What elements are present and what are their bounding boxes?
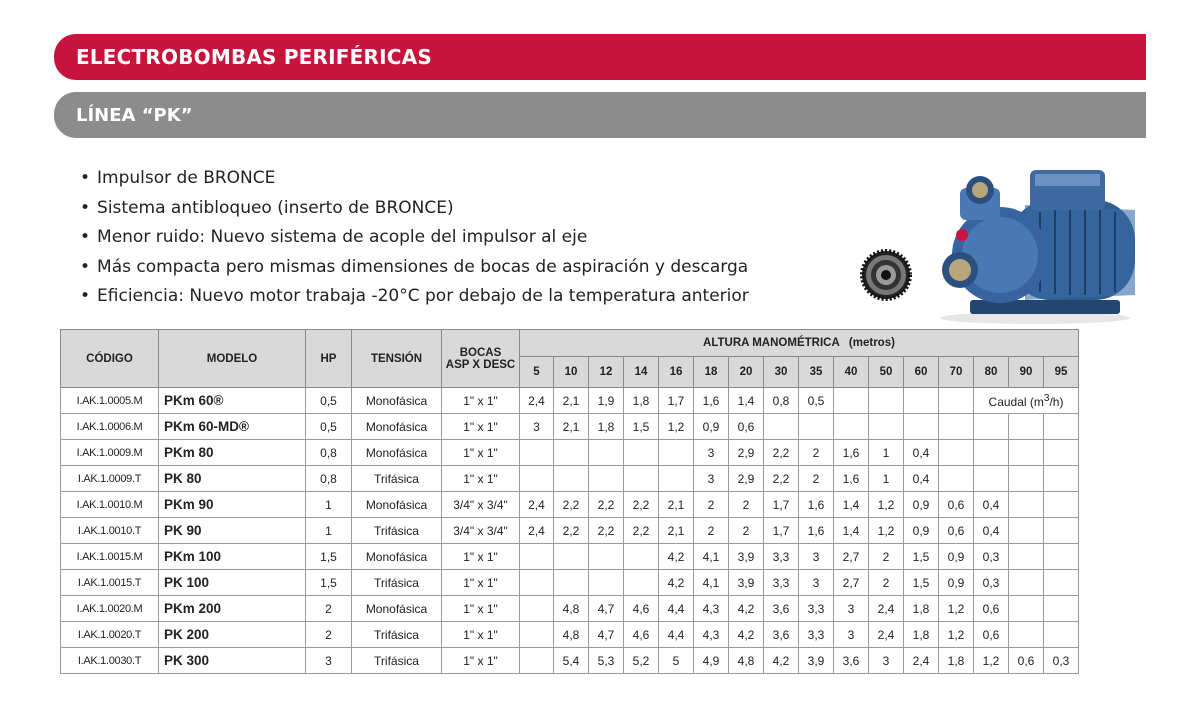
cell-value: 3,9 bbox=[799, 648, 834, 674]
cell-value: 4,6 bbox=[624, 622, 659, 648]
cell-value: 0,6 bbox=[939, 518, 974, 544]
pump-body bbox=[940, 170, 1135, 324]
cell-value bbox=[974, 466, 1009, 492]
table-row bbox=[61, 622, 1079, 648]
table-row bbox=[61, 492, 1079, 518]
cell-value: 4,2 bbox=[659, 544, 694, 570]
feature-item: • Sistema antibloqueo (inserto de BRONCE) bbox=[80, 194, 749, 224]
cell-bocas: 3/4" x 3/4" bbox=[442, 518, 520, 544]
caudal-end: /h) bbox=[1049, 394, 1064, 409]
header-height-20: 20 bbox=[729, 357, 764, 388]
cell-value bbox=[520, 570, 554, 596]
header-altura bbox=[520, 330, 1079, 357]
subtitle-banner bbox=[54, 92, 1146, 138]
cell-value bbox=[1044, 440, 1079, 466]
feature-item: • Impulsor de BRONCE bbox=[80, 164, 749, 194]
cell-value bbox=[624, 570, 659, 596]
cell-value: 1,2 bbox=[974, 648, 1009, 674]
cell-value: 2,2 bbox=[554, 518, 589, 544]
cell-value bbox=[799, 414, 834, 440]
cell-codigo: I.AK.1.0030.T bbox=[61, 648, 159, 674]
cell-value: 0,9 bbox=[904, 492, 939, 518]
cell-value: 1,6 bbox=[834, 440, 869, 466]
caudal-text: Caudal (m bbox=[988, 394, 1044, 409]
cell-value: 1,5 bbox=[904, 570, 939, 596]
cell-value: 4,8 bbox=[554, 596, 589, 622]
cell-value: 4,2 bbox=[729, 622, 764, 648]
cell-value: 3,3 bbox=[764, 544, 799, 570]
cell-value: 3,6 bbox=[764, 622, 799, 648]
cell-value bbox=[520, 544, 554, 570]
cell-modelo: PKm 60® bbox=[159, 388, 306, 414]
cell-value: 4,8 bbox=[729, 648, 764, 674]
cell-tension: Trifásica bbox=[352, 570, 442, 596]
cell-value: 1,8 bbox=[904, 622, 939, 648]
cell-value: 2 bbox=[799, 466, 834, 492]
cell-value: 1,2 bbox=[659, 414, 694, 440]
cell-hp: 0,5 bbox=[306, 414, 352, 440]
page-title: ELECTROBOMBAS PERIFÉRICAS bbox=[76, 45, 432, 69]
cell-value: 2 bbox=[694, 518, 729, 544]
cell-codigo: I.AK.1.0020.T bbox=[61, 622, 159, 648]
cell-value: 3,3 bbox=[764, 570, 799, 596]
cell-value: 2,2 bbox=[589, 492, 624, 518]
cell-tension: Trifásica bbox=[352, 518, 442, 544]
cell-value: 2 bbox=[799, 440, 834, 466]
cell-value bbox=[589, 570, 624, 596]
cell-value bbox=[554, 466, 589, 492]
cell-value: 1,8 bbox=[904, 596, 939, 622]
cell-value: 4,1 bbox=[694, 544, 729, 570]
cell-value: 4,4 bbox=[659, 622, 694, 648]
page-subtitle: LÍNEA “PK” bbox=[76, 104, 193, 126]
cell-value bbox=[520, 596, 554, 622]
cell-value bbox=[1009, 492, 1044, 518]
cell-hp: 1 bbox=[306, 518, 352, 544]
cell-value: 1,7 bbox=[659, 388, 694, 414]
cell-value: 2 bbox=[869, 570, 904, 596]
cell-value bbox=[1044, 466, 1079, 492]
cell-hp: 3 bbox=[306, 648, 352, 674]
cell-modelo: PKm 80 bbox=[159, 440, 306, 466]
cell-value: 1,6 bbox=[799, 492, 834, 518]
table-row bbox=[61, 596, 1079, 622]
cell-value: 2,9 bbox=[729, 466, 764, 492]
cell-codigo: I.AK.1.0015.T bbox=[61, 570, 159, 596]
header-altura-label: ALTURA MANOMÉTRICA bbox=[703, 337, 840, 349]
cell-value: 4,3 bbox=[694, 622, 729, 648]
cell-value: 0,6 bbox=[974, 596, 1009, 622]
cell-value: 5 bbox=[659, 648, 694, 674]
cell-codigo: I.AK.1.0010.M bbox=[61, 492, 159, 518]
cell-value: 3 bbox=[694, 440, 729, 466]
cell-value: 3,9 bbox=[729, 544, 764, 570]
table-row bbox=[61, 414, 1079, 440]
cell-value bbox=[834, 414, 869, 440]
header-height-16: 16 bbox=[659, 357, 694, 388]
cell-value bbox=[869, 414, 904, 440]
cell-value bbox=[1044, 570, 1079, 596]
cell-tension: Monofásica bbox=[352, 388, 442, 414]
cell-value bbox=[974, 414, 1009, 440]
cell-value: 1,4 bbox=[834, 518, 869, 544]
cell-modelo: PKm 90 bbox=[159, 492, 306, 518]
cell-hp: 1 bbox=[306, 492, 352, 518]
header-modelo: MODELO bbox=[159, 330, 306, 388]
header-height-40: 40 bbox=[834, 357, 869, 388]
cell-value bbox=[1009, 440, 1044, 466]
cell-value bbox=[624, 440, 659, 466]
cell-value: 0,9 bbox=[939, 570, 974, 596]
cell-value: 4,8 bbox=[554, 622, 589, 648]
cell-bocas: 1" x 1" bbox=[442, 570, 520, 596]
header-hp: HP bbox=[306, 330, 352, 388]
cell-value: 1,6 bbox=[834, 466, 869, 492]
cell-bocas: 1" x 1" bbox=[442, 596, 520, 622]
cell-value: 2,4 bbox=[520, 388, 554, 414]
cell-value: 1,8 bbox=[589, 414, 624, 440]
cell-value: 5,4 bbox=[554, 648, 589, 674]
cell-value: 0,9 bbox=[939, 544, 974, 570]
cell-value: 1 bbox=[869, 466, 904, 492]
cell-value bbox=[1009, 622, 1044, 648]
cell-value bbox=[1009, 570, 1044, 596]
cell-value: 2,2 bbox=[764, 440, 799, 466]
cell-value bbox=[1044, 596, 1079, 622]
cell-value: 0,4 bbox=[974, 492, 1009, 518]
cell-value: 4,2 bbox=[764, 648, 799, 674]
header-altura-unit: (metros) bbox=[848, 337, 895, 349]
cell-bocas: 3/4" x 3/4" bbox=[442, 492, 520, 518]
cell-hp: 0,8 bbox=[306, 440, 352, 466]
cell-value bbox=[1009, 466, 1044, 492]
cell-value: 1,6 bbox=[799, 518, 834, 544]
cell-value: 2 bbox=[869, 544, 904, 570]
title-banner bbox=[54, 34, 1146, 80]
caudal-note bbox=[974, 388, 1079, 414]
cell-value: 2,2 bbox=[624, 492, 659, 518]
cell-value: 2,4 bbox=[520, 492, 554, 518]
cell-value: 4,4 bbox=[659, 596, 694, 622]
cell-value bbox=[520, 648, 554, 674]
cell-value: 0,6 bbox=[1009, 648, 1044, 674]
cell-value: 3,6 bbox=[764, 596, 799, 622]
cell-value: 2 bbox=[694, 492, 729, 518]
cell-value: 1,7 bbox=[764, 518, 799, 544]
cell-value bbox=[554, 440, 589, 466]
cell-value: 2,4 bbox=[869, 622, 904, 648]
cell-value: 2 bbox=[729, 518, 764, 544]
header-codigo: CÓDIGO bbox=[61, 330, 159, 388]
cell-value: 1,8 bbox=[939, 648, 974, 674]
cell-value: 3,9 bbox=[729, 570, 764, 596]
cell-value: 1,9 bbox=[589, 388, 624, 414]
cell-modelo: PK 200 bbox=[159, 622, 306, 648]
cell-value: 2,2 bbox=[624, 518, 659, 544]
cell-value bbox=[1009, 544, 1044, 570]
cell-bocas: 1" x 1" bbox=[442, 466, 520, 492]
cell-modelo: PK 80 bbox=[159, 466, 306, 492]
cell-value: 1,2 bbox=[869, 518, 904, 544]
cell-value: 4,1 bbox=[694, 570, 729, 596]
table-row bbox=[61, 466, 1079, 492]
cell-value: 2 bbox=[729, 492, 764, 518]
cell-value: 3 bbox=[694, 466, 729, 492]
cell-value bbox=[659, 440, 694, 466]
cell-value bbox=[554, 544, 589, 570]
cell-modelo: PKm 60-MD® bbox=[159, 414, 306, 440]
cell-value bbox=[520, 622, 554, 648]
cell-value: 3 bbox=[834, 596, 869, 622]
cell-bocas: 1" x 1" bbox=[442, 388, 520, 414]
cell-value: 4,2 bbox=[659, 570, 694, 596]
cell-value: 2,1 bbox=[554, 388, 589, 414]
cell-hp: 1,5 bbox=[306, 544, 352, 570]
cell-value bbox=[764, 414, 799, 440]
pump-spec-table bbox=[60, 329, 1079, 674]
cell-value bbox=[1044, 492, 1079, 518]
cell-value bbox=[1044, 414, 1079, 440]
cell-value bbox=[589, 466, 624, 492]
feature-item: • Menor ruido: Nuevo sistema de acople del impulsor al eje bbox=[80, 223, 749, 253]
cell-modelo: PKm 200 bbox=[159, 596, 306, 622]
cell-value bbox=[939, 440, 974, 466]
cell-value bbox=[974, 440, 1009, 466]
cell-codigo: I.AK.1.0006.M bbox=[61, 414, 159, 440]
cell-codigo: I.AK.1.0005.M bbox=[61, 388, 159, 414]
cell-value: 1,5 bbox=[624, 414, 659, 440]
cell-value: 1,2 bbox=[869, 492, 904, 518]
cell-codigo: I.AK.1.0009.M bbox=[61, 440, 159, 466]
table-row bbox=[61, 388, 1079, 414]
cell-bocas: 1" x 1" bbox=[442, 648, 520, 674]
cell-value bbox=[589, 440, 624, 466]
cell-value: 4,7 bbox=[589, 622, 624, 648]
cell-codigo: I.AK.1.0010.T bbox=[61, 518, 159, 544]
header-bocas bbox=[442, 330, 520, 388]
cell-tension: Monofásica bbox=[352, 596, 442, 622]
cell-value: 3 bbox=[834, 622, 869, 648]
cell-value: 0,6 bbox=[729, 414, 764, 440]
cell-value bbox=[624, 544, 659, 570]
cell-value: 3,3 bbox=[799, 622, 834, 648]
cell-value: 0,6 bbox=[974, 622, 1009, 648]
cell-value bbox=[1044, 622, 1079, 648]
cell-value: 0,6 bbox=[939, 492, 974, 518]
feature-list bbox=[80, 164, 749, 312]
cell-hp: 0,8 bbox=[306, 466, 352, 492]
cell-value bbox=[554, 570, 589, 596]
header-height-60: 60 bbox=[904, 357, 939, 388]
cell-codigo: I.AK.1.0015.M bbox=[61, 544, 159, 570]
cell-value: 5,3 bbox=[589, 648, 624, 674]
cell-value: 1,8 bbox=[624, 388, 659, 414]
cell-value: 0,4 bbox=[974, 518, 1009, 544]
cell-bocas: 1" x 1" bbox=[442, 414, 520, 440]
header-bocas-line2: ASP X DESC bbox=[445, 358, 516, 371]
cell-value: 0,4 bbox=[904, 440, 939, 466]
cell-value: 1,5 bbox=[904, 544, 939, 570]
cell-value: 1,4 bbox=[729, 388, 764, 414]
cell-modelo: PK 100 bbox=[159, 570, 306, 596]
cell-value: 1,2 bbox=[939, 622, 974, 648]
cell-value: 4,6 bbox=[624, 596, 659, 622]
header-height-10: 10 bbox=[554, 357, 589, 388]
cell-value: 2,2 bbox=[589, 518, 624, 544]
pump-product-image bbox=[850, 150, 1150, 325]
cell-modelo: PK 300 bbox=[159, 648, 306, 674]
cell-value: 2,1 bbox=[554, 414, 589, 440]
cell-tension: Monofásica bbox=[352, 492, 442, 518]
cell-value: 4,9 bbox=[694, 648, 729, 674]
cell-hp: 1,5 bbox=[306, 570, 352, 596]
header-height-50: 50 bbox=[869, 357, 904, 388]
cell-value: 2,7 bbox=[834, 544, 869, 570]
feature-item: • Eficiencia: Nuevo motor trabaja -20°C por debajo de la temperatura anterior bbox=[80, 282, 749, 312]
cell-value bbox=[869, 388, 904, 414]
header-height-12: 12 bbox=[589, 357, 624, 388]
table-row bbox=[61, 440, 1079, 466]
header-height-14: 14 bbox=[624, 357, 659, 388]
header-height-80: 80 bbox=[974, 357, 1009, 388]
cell-value: 1,4 bbox=[834, 492, 869, 518]
cell-value bbox=[904, 414, 939, 440]
cell-value: 5,2 bbox=[624, 648, 659, 674]
cell-value: 0,9 bbox=[694, 414, 729, 440]
cell-codigo: I.AK.1.0009.T bbox=[61, 466, 159, 492]
feature-item: • Más compacta pero mismas dimensiones de bocas de aspiración y descarga bbox=[80, 253, 749, 283]
cell-value: 0,3 bbox=[974, 544, 1009, 570]
header-height-90: 90 bbox=[1009, 357, 1044, 388]
header-height-95: 95 bbox=[1044, 357, 1079, 388]
cell-value: 2,4 bbox=[869, 596, 904, 622]
cell-hp: 2 bbox=[306, 596, 352, 622]
impeller-image bbox=[862, 251, 910, 299]
cell-value bbox=[904, 388, 939, 414]
cell-value: 4,7 bbox=[589, 596, 624, 622]
cell-value bbox=[1044, 544, 1079, 570]
cell-value: 1,6 bbox=[694, 388, 729, 414]
cell-value: 0,4 bbox=[904, 466, 939, 492]
cell-value: 1,2 bbox=[939, 596, 974, 622]
cell-value: 2,2 bbox=[764, 466, 799, 492]
header-height-70: 70 bbox=[939, 357, 974, 388]
table-row bbox=[61, 518, 1079, 544]
cell-value bbox=[939, 414, 974, 440]
cell-tension: Trifásica bbox=[352, 466, 442, 492]
cell-bocas: 1" x 1" bbox=[442, 622, 520, 648]
cell-tension: Monofásica bbox=[352, 414, 442, 440]
cell-value: 2,4 bbox=[520, 518, 554, 544]
cell-value: 3 bbox=[799, 570, 834, 596]
cell-value: 2,2 bbox=[554, 492, 589, 518]
cell-value: 0,9 bbox=[904, 518, 939, 544]
cell-bocas: 1" x 1" bbox=[442, 440, 520, 466]
cell-value: 3 bbox=[869, 648, 904, 674]
cell-tension: Monofásica bbox=[352, 544, 442, 570]
header-height-18: 18 bbox=[694, 357, 729, 388]
header-bocas-line1: BOCAS bbox=[459, 346, 502, 359]
cell-value: 4,2 bbox=[729, 596, 764, 622]
cell-value bbox=[939, 466, 974, 492]
cell-hp: 0,5 bbox=[306, 388, 352, 414]
cell-value: 0,3 bbox=[974, 570, 1009, 596]
cell-value: 3 bbox=[520, 414, 554, 440]
caudal-sup: 3 bbox=[1043, 392, 1050, 404]
cell-value bbox=[834, 388, 869, 414]
cell-value bbox=[520, 440, 554, 466]
header-height-35: 35 bbox=[799, 357, 834, 388]
cell-value bbox=[624, 466, 659, 492]
cell-value bbox=[1009, 596, 1044, 622]
cell-codigo: I.AK.1.0020.M bbox=[61, 596, 159, 622]
cell-value: 2,4 bbox=[904, 648, 939, 674]
cell-value: 2,7 bbox=[834, 570, 869, 596]
cell-tension: Trifásica bbox=[352, 622, 442, 648]
cell-value bbox=[520, 466, 554, 492]
cell-value: 3 bbox=[799, 544, 834, 570]
cell-value bbox=[939, 388, 974, 414]
cell-value bbox=[659, 466, 694, 492]
cell-modelo: PKm 100 bbox=[159, 544, 306, 570]
cell-bocas: 1" x 1" bbox=[442, 544, 520, 570]
table-row bbox=[61, 648, 1079, 674]
cell-tension: Monofásica bbox=[352, 440, 442, 466]
cell-value: 2,9 bbox=[729, 440, 764, 466]
header-tension: TENSIÓN bbox=[352, 330, 442, 388]
cell-value: 3,6 bbox=[834, 648, 869, 674]
cell-value: 1,7 bbox=[764, 492, 799, 518]
table-row bbox=[61, 570, 1079, 596]
cell-value: 2,1 bbox=[659, 518, 694, 544]
cell-value: 0,8 bbox=[764, 388, 799, 414]
header-height-5: 5 bbox=[520, 357, 554, 388]
cell-value: 3,3 bbox=[799, 596, 834, 622]
header-height-30: 30 bbox=[764, 357, 799, 388]
cell-value bbox=[1009, 518, 1044, 544]
cell-hp: 2 bbox=[306, 622, 352, 648]
cell-value bbox=[589, 544, 624, 570]
cell-value: 0,3 bbox=[1044, 648, 1079, 674]
cell-value bbox=[1009, 414, 1044, 440]
cell-value: 0,5 bbox=[799, 388, 834, 414]
cell-value: 1 bbox=[869, 440, 904, 466]
cell-tension: Trifásica bbox=[352, 648, 442, 674]
cell-value: 2,1 bbox=[659, 492, 694, 518]
table-row bbox=[61, 544, 1079, 570]
cell-value bbox=[1044, 518, 1079, 544]
cell-modelo: PK 90 bbox=[159, 518, 306, 544]
cell-value: 4,3 bbox=[694, 596, 729, 622]
